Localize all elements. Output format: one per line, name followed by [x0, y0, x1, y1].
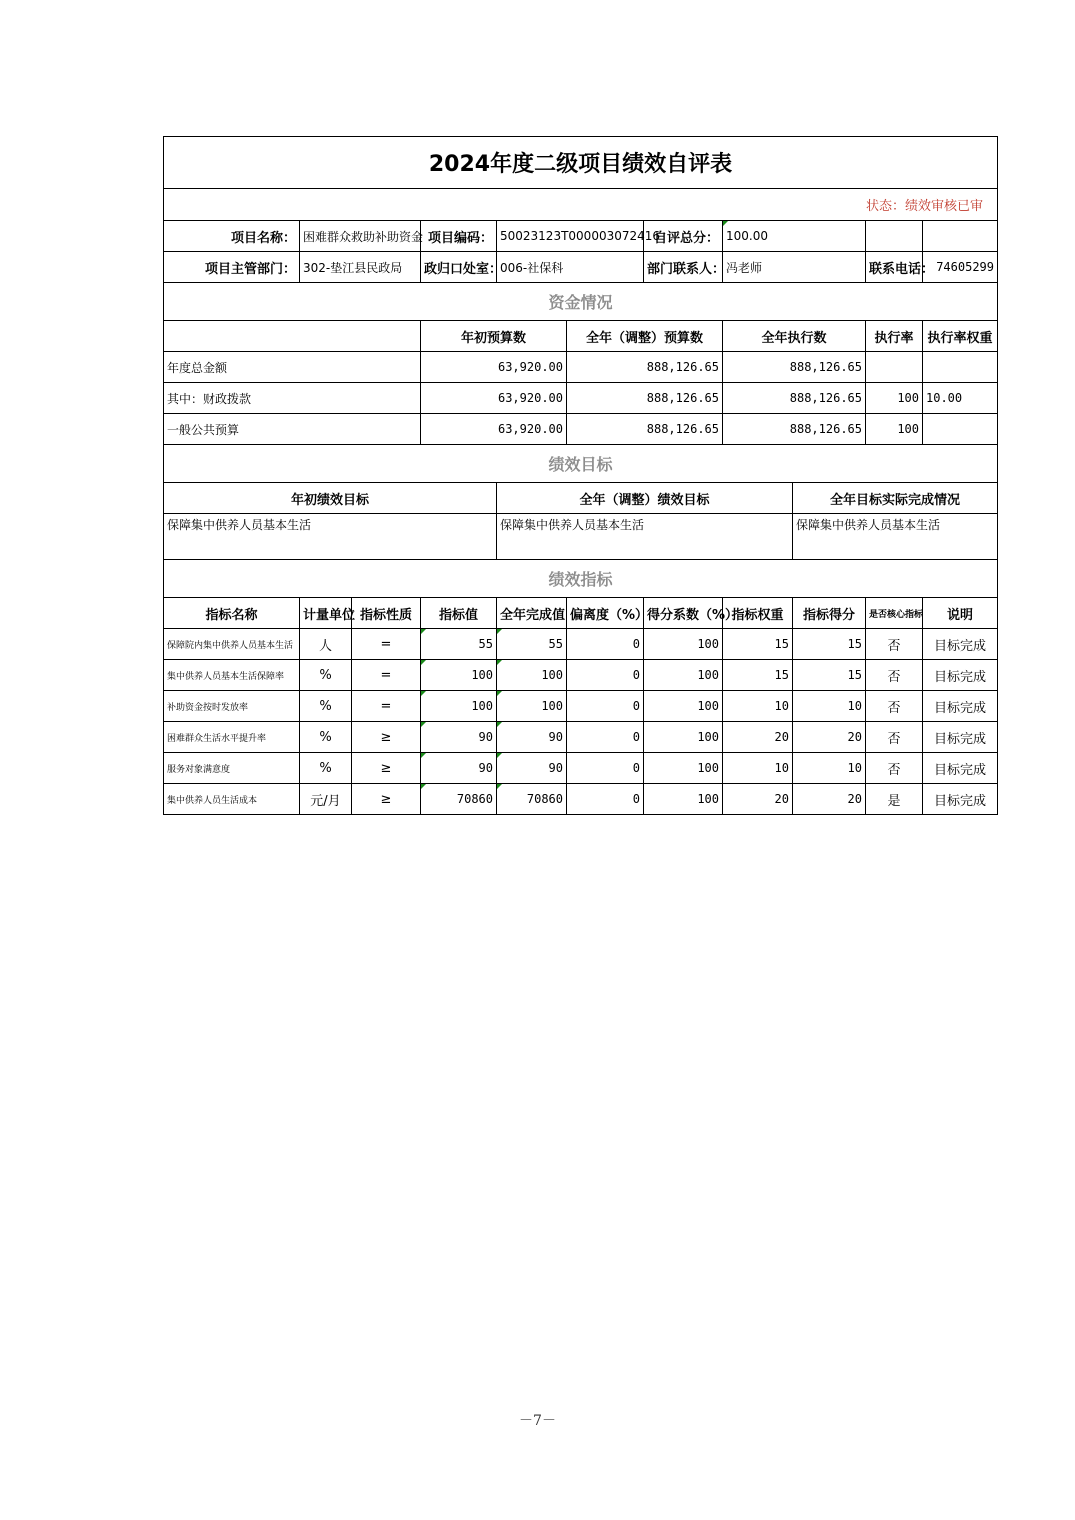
goal-actual-text: 保障集中供养人员基本生活 [793, 514, 998, 560]
ind-score: 10 [793, 753, 866, 784]
funds-row-executed: 888,126.65 [723, 383, 866, 414]
ind-deviation: 0 [567, 753, 644, 784]
indicator-row [164, 784, 998, 815]
ind-core: 否 [866, 660, 923, 691]
ind-weight: 10 [723, 691, 793, 722]
funds-row-adjusted: 888,126.65 [567, 383, 723, 414]
indicator-row [164, 660, 998, 691]
indicators-section-title: 绩效指标 [164, 560, 998, 598]
ind-nature: ≥ [352, 753, 421, 784]
evaluation-table [163, 136, 998, 815]
ind-header-core: 是否核心指标 [866, 598, 923, 629]
office-label: 政归口处室： [421, 252, 497, 283]
ind-nature: = [352, 691, 421, 722]
ind-actual: 100 [497, 660, 567, 691]
ind-header-actual: 全年完成值 [497, 598, 567, 629]
evaluation-sheet [163, 136, 997, 815]
page-number: －7－ [519, 1413, 556, 1429]
ind-actual: 90 [497, 722, 567, 753]
ind-target: 100 [421, 691, 497, 722]
empty-cell [923, 221, 998, 252]
ind-weight: 10 [723, 753, 793, 784]
ind-header-target: 指标值 [421, 598, 497, 629]
funds-header-executed: 全年执行数 [723, 321, 866, 352]
ind-name: 集中供养人员生活成本 [164, 784, 300, 815]
ind-coef: 100 [644, 691, 723, 722]
ind-name: 服务对象满意度 [164, 753, 300, 784]
ind-deviation: 0 [567, 691, 644, 722]
ind-note: 目标完成 [923, 660, 998, 691]
ind-score: 20 [793, 722, 866, 753]
ind-unit: 元/月 [300, 784, 352, 815]
ind-deviation: 0 [567, 660, 644, 691]
ind-deviation: 0 [567, 784, 644, 815]
funds-row-weight [923, 352, 998, 383]
ind-nature: = [352, 629, 421, 660]
funds-section-title: 资金情况 [164, 283, 998, 321]
ind-score: 10 [793, 691, 866, 722]
indicator-row [164, 629, 998, 660]
ind-coef: 100 [644, 784, 723, 815]
ind-name: 补助资金按时发放率 [164, 691, 300, 722]
ind-actual: 70860 [497, 784, 567, 815]
ind-nature: = [352, 660, 421, 691]
funds-header-weight: 执行率权重 [923, 321, 998, 352]
ind-header-coef: 得分系数（%） [644, 598, 723, 629]
funds-header-adjusted: 全年（调整）预算数 [567, 321, 723, 352]
funds-row [164, 414, 998, 445]
ind-unit: % [300, 691, 352, 722]
ind-core: 否 [866, 629, 923, 660]
empty-cell [866, 221, 923, 252]
funds-row-executed: 888,126.65 [723, 414, 866, 445]
funds-row-name: 年度总金额 [164, 352, 421, 383]
ind-core: 否 [866, 691, 923, 722]
goal-initial-text: 保障集中供养人员基本生活 [164, 514, 497, 560]
ind-header-weight: 指标权重 [723, 598, 793, 629]
ind-core: 否 [866, 753, 923, 784]
funds-row-weight [923, 414, 998, 445]
ind-score: 20 [793, 784, 866, 815]
ind-target: 100 [421, 660, 497, 691]
phone-label: 联系电话： [866, 252, 923, 283]
score-label: 自评总分： [644, 221, 723, 252]
ind-header-deviation: 偏离度（%） [567, 598, 644, 629]
funds-row-name: 其中：财政拨款 [164, 383, 421, 414]
ind-note: 目标完成 [923, 722, 998, 753]
funds-header-initial: 年初预算数 [421, 321, 567, 352]
ind-header-unit: 计量单位 [300, 598, 352, 629]
ind-actual: 100 [497, 691, 567, 722]
ind-header-note: 说明 [923, 598, 998, 629]
ind-coef: 100 [644, 629, 723, 660]
ind-coef: 100 [644, 753, 723, 784]
ind-nature: ≥ [352, 722, 421, 753]
funds-row [164, 352, 998, 383]
ind-unit: % [300, 722, 352, 753]
project-code-label: 项目编码： [421, 221, 497, 252]
funds-row [164, 383, 998, 414]
dept-value: 302-垫江县民政局 [300, 252, 421, 283]
project-name-value: 困难群众救助补助资金 [300, 221, 421, 252]
ind-target: 90 [421, 753, 497, 784]
ind-note: 目标完成 [923, 691, 998, 722]
ind-unit: % [300, 660, 352, 691]
funds-row-rate: 100 [866, 383, 923, 414]
funds-row-weight: 10.00 [923, 383, 998, 414]
project-name-label: 项目名称： [164, 221, 300, 252]
ind-coef: 100 [644, 722, 723, 753]
ind-score: 15 [793, 660, 866, 691]
dept-label: 项目主管部门： [164, 252, 300, 283]
phone-value: 74605299 [923, 252, 998, 283]
goals-header-adjusted: 全年（调整）绩效目标 [497, 483, 793, 514]
ind-core: 是 [866, 784, 923, 815]
ind-target: 90 [421, 722, 497, 753]
ind-weight: 15 [723, 660, 793, 691]
office-value: 006-社保科 [497, 252, 644, 283]
funds-row-initial: 63,920.00 [421, 352, 567, 383]
funds-row-initial: 63,920.00 [421, 414, 567, 445]
ind-name: 集中供养人员基本生活保障率 [164, 660, 300, 691]
ind-weight: 20 [723, 784, 793, 815]
funds-row-rate [866, 352, 923, 383]
funds-header-blank [164, 321, 421, 352]
funds-header-rate: 执行率 [866, 321, 923, 352]
ind-name: 困难群众生活水平提升率 [164, 722, 300, 753]
ind-target: 55 [421, 629, 497, 660]
ind-core: 否 [866, 722, 923, 753]
funds-row-initial: 63,920.00 [421, 383, 567, 414]
ind-target: 70860 [421, 784, 497, 815]
project-code-value: 50023123T000003072416 [497, 221, 644, 252]
ind-note: 目标完成 [923, 784, 998, 815]
score-value: 100.00 [723, 221, 866, 252]
indicator-row [164, 753, 998, 784]
status-badge: 状态：绩效审核已审 [164, 189, 998, 221]
goals-header-initial: 年初绩效目标 [164, 483, 497, 514]
indicator-row [164, 691, 998, 722]
funds-row-adjusted: 888,126.65 [567, 414, 723, 445]
ind-header-name: 指标名称 [164, 598, 300, 629]
ind-note: 目标完成 [923, 629, 998, 660]
ind-weight: 20 [723, 722, 793, 753]
goal-adjusted-text: 保障集中供养人员基本生活 [497, 514, 793, 560]
ind-note: 目标完成 [923, 753, 998, 784]
funds-row-adjusted: 888,126.65 [567, 352, 723, 383]
ind-unit: 人 [300, 629, 352, 660]
ind-name: 保障院内集中供养人员基本生活 [164, 629, 300, 660]
ind-actual: 90 [497, 753, 567, 784]
ind-deviation: 0 [567, 722, 644, 753]
funds-row-rate: 100 [866, 414, 923, 445]
indicator-row [164, 722, 998, 753]
ind-unit: % [300, 753, 352, 784]
ind-nature: ≥ [352, 784, 421, 815]
ind-score: 15 [793, 629, 866, 660]
contact-label: 部门联系人： [644, 252, 723, 283]
ind-weight: 15 [723, 629, 793, 660]
goals-section-title: 绩效目标 [164, 445, 998, 483]
ind-coef: 100 [644, 660, 723, 691]
ind-header-nature: 指标性质 [352, 598, 421, 629]
ind-actual: 55 [497, 629, 567, 660]
goals-header-actual: 全年目标实际完成情况 [793, 483, 998, 514]
funds-row-name: 一般公共预算 [164, 414, 421, 445]
page-title: 2024年度二级项目绩效自评表 [164, 137, 998, 189]
ind-deviation: 0 [567, 629, 644, 660]
contact-value: 冯老师 [723, 252, 866, 283]
ind-header-score: 指标得分 [793, 598, 866, 629]
funds-row-executed: 888,126.65 [723, 352, 866, 383]
